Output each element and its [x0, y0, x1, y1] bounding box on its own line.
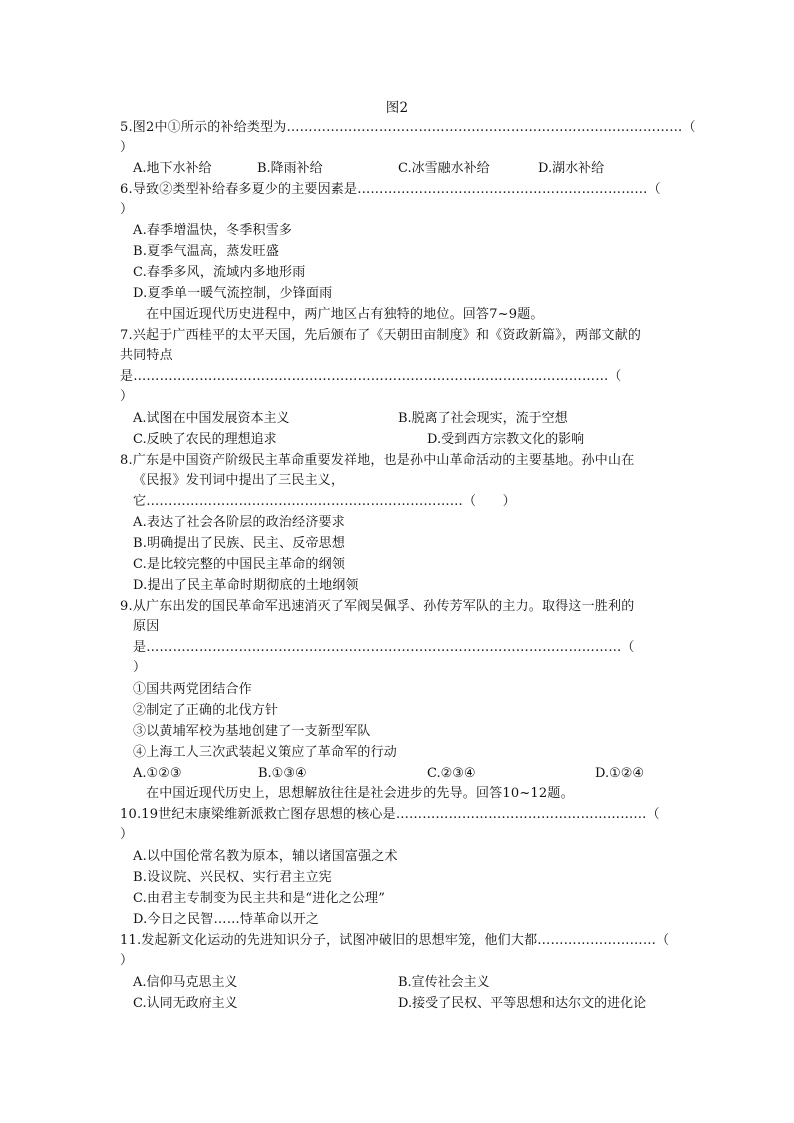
q8-option-c: C.是比较完整的中国民主革命的纲领: [133, 557, 346, 572]
q8-stem-line3: 它………………………………………………………………（ ）: [133, 494, 516, 509]
q10-stem: 10.19世纪末康梁维新派救亡图存思想的核心是…………………………………………………（: [120, 807, 660, 822]
q9-item-1: ①国共两党团结合作: [133, 682, 252, 697]
q8-option-b: B.明确提出了民族、民主、反帝思想: [133, 536, 346, 551]
q6-option-d: D.夏季单一暖气流控制，少锋面雨: [133, 286, 333, 301]
q9-options: [133, 764, 693, 784]
q7-stem-line2: 共同特点: [120, 348, 173, 363]
q5-options: [133, 159, 693, 179]
q5-paren: ）: [120, 140, 134, 155]
q7-paren: ）: [120, 389, 134, 404]
q11-option-d: D.接受了民权、平等思想和达尔文的进化论: [398, 996, 647, 1011]
q7-options-row2: [133, 430, 693, 450]
q8-option-d: D.提出了民主革命时期彻底的土地纲领: [133, 578, 359, 593]
q5-option-b: B.降雨补给: [257, 161, 323, 176]
q10-option-b: B.设议院、兴民权、实行君主立宪: [133, 870, 332, 885]
q9-option-b: B.①③④: [258, 766, 307, 781]
q5-stem: 5.图2中①所示的补给类型为………………………………………………………………………………（: [120, 120, 696, 135]
intro-7-9: 在中国近现代历史进程中，两广地区占有独特的地位。回答7~9题。: [146, 307, 544, 322]
q11-option-b: B.宣传社会主义: [398, 975, 490, 990]
q6-paren: ）: [120, 202, 134, 217]
q6-stem: 6.导致②类型补给春多夏少的主要因素是…………………………………………………………（: [120, 182, 661, 197]
q7-stem-line3: 是………………………………………………………………………………………………（: [120, 369, 622, 384]
q5-option-d: D.湖水补给: [538, 161, 605, 176]
q9-stem-line1: 9.从广东出发的国民革命军迅速消灭了军阀吴佩孚、孙传芳军队的主力。取得这一胜利的: [120, 599, 635, 614]
q5-option-c: C.冰雪融水补给: [398, 161, 490, 176]
q9-item-3: ③以黄埔军校为基地创建了一支新型军队: [133, 724, 371, 739]
intro-10-12: 在中国近现代历史上，思想解放往往是社会进步的先导。回答10~12题。: [146, 786, 574, 801]
q9-paren: ）: [133, 660, 147, 675]
q11-options-row2: [133, 994, 693, 1014]
q6-option-a: A.春季增温快，冬季积雪多: [133, 223, 293, 238]
q9-stem-line3: 是………………………………………………………………………………………………（: [133, 640, 635, 655]
q8-stem-line1: 8.广东是中国资产阶级民主革命重要发祥地，也是孙中山革命活动的主要基地。孙中山在: [120, 453, 635, 468]
q10-option-c: C.由君主专制变为民主共和是“进化之公理”: [133, 891, 386, 906]
q8-option-a: A.表达了社会各阶层的政治经济要求: [133, 515, 345, 530]
q10-paren: ）: [120, 827, 134, 842]
q7-options-row1: [133, 409, 693, 429]
q11-option-a: A.信仰马克思主义: [133, 975, 238, 990]
q9-stem-line2: 原因: [133, 619, 160, 634]
q8-stem-line2: 《民报》发刊词中提出了三民主义，: [133, 473, 345, 488]
q5-option-a: A.地下水补给: [133, 161, 212, 176]
q7-stem-line1: 7.兴起于广西桂平的太平天国，先后颁布了《天朝田亩制度》和《资政新篇》，两部文献的: [120, 328, 642, 343]
q7-option-b: B.脱离了社会现实，流于空想: [398, 411, 568, 426]
q11-option-c: C.认同无政府主义: [133, 996, 238, 1011]
q9-option-c: C.②③④: [427, 766, 476, 781]
q11-stem: 11.发起新文化运动的先进知识分子，试图冲破旧的思想牢笼，他们大都………………………（: [120, 933, 670, 948]
q9-item-2: ②制定了正确的北伐方针: [133, 703, 279, 718]
figure-caption: 图2: [385, 100, 409, 116]
q11-options-row1: [133, 973, 693, 993]
q7-option-c: C.反映了农民的理想追求: [133, 432, 277, 447]
q10-option-a: A.以中国伦常名教为原本，辅以诸国富强之术: [133, 849, 398, 864]
q11-paren: ）: [120, 953, 134, 968]
q9-option-a: A.①②③: [133, 766, 182, 781]
q10-option-d: D.今日之民智……恃革命以开之: [133, 912, 320, 927]
q7-option-d: D.受到西方宗教文化的影响: [427, 432, 585, 447]
q7-option-a: A.试图在中国发展资本主义: [133, 411, 290, 426]
q9-item-4: ④上海工人三次武装起义策应了革命军的行动: [133, 745, 398, 760]
q9-option-d: D.①②④: [595, 766, 645, 781]
q6-option-b: B.夏季气温高，蒸发旺盛: [133, 244, 280, 259]
q6-option-c: C.春季多风，流域内多地形雨: [133, 265, 306, 280]
